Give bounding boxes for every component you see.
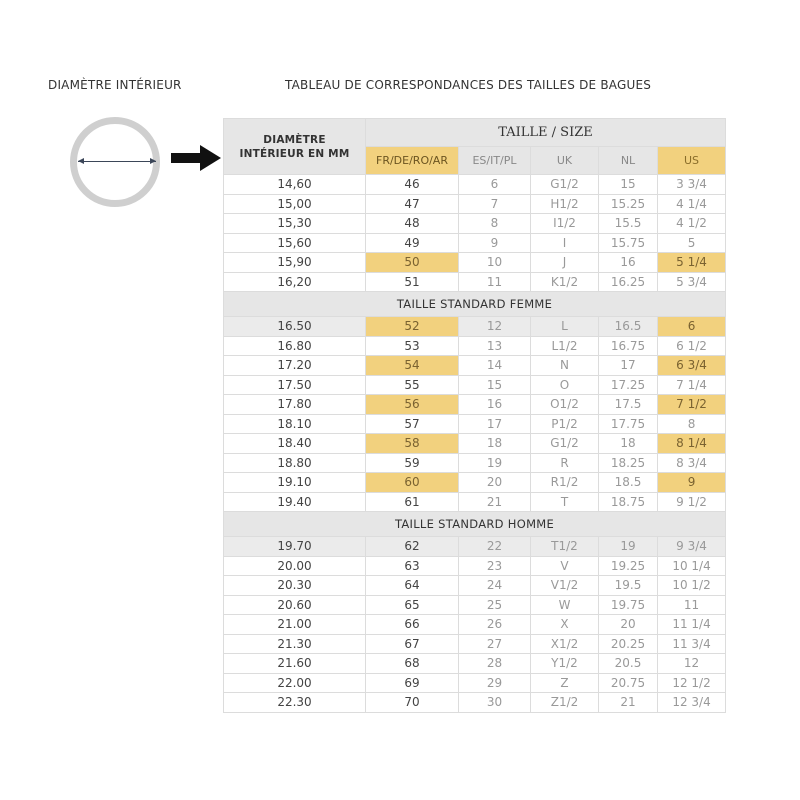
fr-size-cell: 46 xyxy=(366,175,459,195)
diameter-cell: 21.60 xyxy=(224,654,366,674)
fr-size-cell: 48 xyxy=(366,214,459,234)
nl-size-cell: 20.75 xyxy=(599,673,658,693)
es-size-cell: 11 xyxy=(459,272,531,292)
diameter-cell: 20.60 xyxy=(224,595,366,615)
nl-size-cell: 19.5 xyxy=(599,576,658,596)
nl-size-cell: 20.25 xyxy=(599,634,658,654)
us-size-cell: 12 1/2 xyxy=(658,673,726,693)
size-group-header: TAILLE / SIZE xyxy=(366,119,726,147)
us-size-cell: 4 1/2 xyxy=(658,214,726,234)
diameter-cell: 19.70 xyxy=(224,537,366,557)
uk-size-cell: O1/2 xyxy=(531,395,599,415)
us-size-cell: 7 1/2 xyxy=(658,395,726,415)
us-size-cell: 11 xyxy=(658,595,726,615)
section-header-row xyxy=(224,292,726,317)
es-size-cell: 29 xyxy=(459,673,531,693)
uk-size-cell: L xyxy=(531,317,599,337)
us-size-cell: 9 xyxy=(658,473,726,493)
nl-size-cell: 20.5 xyxy=(599,654,658,674)
diameter-cell: 17.50 xyxy=(224,375,366,395)
nl-size-cell: 21 xyxy=(599,693,658,713)
diameter-cell: 18.80 xyxy=(224,453,366,473)
column-header-uk: UK xyxy=(531,147,599,175)
table-row xyxy=(224,253,726,273)
nl-size-cell: 20 xyxy=(599,615,658,635)
uk-size-cell: R xyxy=(531,453,599,473)
column-header-fr: FR/DE/RO/AR xyxy=(366,147,459,175)
column-header-es: ES/IT/PL xyxy=(459,147,531,175)
diameter-cell: 16.80 xyxy=(224,336,366,356)
fr-size-cell: 58 xyxy=(366,434,459,454)
us-size-cell: 6 3/4 xyxy=(658,356,726,376)
us-size-cell: 5 3/4 xyxy=(658,272,726,292)
fr-size-cell: 63 xyxy=(366,556,459,576)
fr-size-cell: 61 xyxy=(366,492,459,512)
diameter-column-header xyxy=(224,119,366,175)
nl-size-cell: 18 xyxy=(599,434,658,454)
es-size-cell: 15 xyxy=(459,375,531,395)
es-size-cell: 20 xyxy=(459,473,531,493)
section-header-row xyxy=(224,512,726,537)
us-size-cell: 10 1/2 xyxy=(658,576,726,596)
diameter-cell: 21.30 xyxy=(224,634,366,654)
fr-size-cell: 67 xyxy=(366,634,459,654)
es-size-cell: 30 xyxy=(459,693,531,713)
es-size-cell: 28 xyxy=(459,654,531,674)
fr-size-cell: 55 xyxy=(366,375,459,395)
diameter-cell: 21.00 xyxy=(224,615,366,635)
diameter-cell: 15,00 xyxy=(224,194,366,214)
uk-size-cell: X xyxy=(531,615,599,635)
es-size-cell: 19 xyxy=(459,453,531,473)
uk-size-cell: N xyxy=(531,356,599,376)
es-size-cell: 16 xyxy=(459,395,531,415)
uk-size-cell: Z xyxy=(531,673,599,693)
es-size-cell: 21 xyxy=(459,492,531,512)
es-size-cell: 9 xyxy=(459,233,531,253)
uk-size-cell: Z1/2 xyxy=(531,693,599,713)
es-size-cell: 14 xyxy=(459,356,531,376)
nl-size-cell: 15.5 xyxy=(599,214,658,234)
us-size-cell: 10 1/4 xyxy=(658,556,726,576)
nl-size-cell: 19 xyxy=(599,537,658,557)
diameter-cell: 16,20 xyxy=(224,272,366,292)
nl-size-cell: 19.75 xyxy=(599,595,658,615)
uk-size-cell: P1/2 xyxy=(531,414,599,434)
es-size-cell: 26 xyxy=(459,615,531,635)
fr-size-cell: 60 xyxy=(366,473,459,493)
us-size-cell: 9 1/2 xyxy=(658,492,726,512)
uk-size-cell: L1/2 xyxy=(531,336,599,356)
es-size-cell: 7 xyxy=(459,194,531,214)
uk-size-cell: V xyxy=(531,556,599,576)
es-size-cell: 18 xyxy=(459,434,531,454)
us-size-cell: 3 3/4 xyxy=(658,175,726,195)
fr-size-cell: 65 xyxy=(366,595,459,615)
es-size-cell: 23 xyxy=(459,556,531,576)
diameter-header-line2: INTÉRIEUR EN MM xyxy=(239,147,350,160)
table-row xyxy=(224,634,726,654)
us-size-cell: 6 1/2 xyxy=(658,336,726,356)
diameter-cell: 20.30 xyxy=(224,576,366,596)
uk-size-cell: G1/2 xyxy=(531,434,599,454)
uk-size-cell: V1/2 xyxy=(531,576,599,596)
fr-size-cell: 53 xyxy=(366,336,459,356)
nl-size-cell: 17.25 xyxy=(599,375,658,395)
table-row xyxy=(224,693,726,713)
us-size-cell: 9 3/4 xyxy=(658,537,726,557)
section-title: TAILLE STANDARD FEMME xyxy=(224,292,726,317)
fr-size-cell: 56 xyxy=(366,395,459,415)
diameter-arrow-icon xyxy=(78,161,156,162)
table-row xyxy=(224,356,726,376)
fr-size-cell: 57 xyxy=(366,414,459,434)
es-size-cell: 25 xyxy=(459,595,531,615)
diameter-cell: 18.40 xyxy=(224,434,366,454)
uk-size-cell: Y1/2 xyxy=(531,654,599,674)
es-size-cell: 27 xyxy=(459,634,531,654)
fr-size-cell: 64 xyxy=(366,576,459,596)
nl-size-cell: 18.25 xyxy=(599,453,658,473)
table-row xyxy=(224,414,726,434)
table-row xyxy=(224,654,726,674)
diameter-cell: 17.20 xyxy=(224,356,366,376)
diameter-cell: 19.10 xyxy=(224,473,366,493)
table-row xyxy=(224,673,726,693)
uk-size-cell: T xyxy=(531,492,599,512)
table-row xyxy=(224,272,726,292)
uk-size-cell: I xyxy=(531,233,599,253)
nl-size-cell: 16.5 xyxy=(599,317,658,337)
nl-size-cell: 15.75 xyxy=(599,233,658,253)
es-size-cell: 24 xyxy=(459,576,531,596)
uk-size-cell: X1/2 xyxy=(531,634,599,654)
uk-size-cell: O xyxy=(531,375,599,395)
table-row xyxy=(224,453,726,473)
diameter-cell: 15,60 xyxy=(224,233,366,253)
diameter-cell: 22.30 xyxy=(224,693,366,713)
us-size-cell: 11 1/4 xyxy=(658,615,726,635)
es-size-cell: 22 xyxy=(459,537,531,557)
es-size-cell: 10 xyxy=(459,253,531,273)
us-size-cell: 8 1/4 xyxy=(658,434,726,454)
diameter-cell: 15,30 xyxy=(224,214,366,234)
table-row xyxy=(224,317,726,337)
table-row xyxy=(224,537,726,557)
us-size-cell: 5 1/4 xyxy=(658,253,726,273)
table-row xyxy=(224,214,726,234)
ring-size-table xyxy=(223,118,726,713)
diameter-label: DIAMÈTRE INTÉRIEUR xyxy=(48,78,182,92)
us-size-cell: 12 3/4 xyxy=(658,693,726,713)
fr-size-cell: 49 xyxy=(366,233,459,253)
fr-size-cell: 69 xyxy=(366,673,459,693)
diameter-cell: 19.40 xyxy=(224,492,366,512)
nl-size-cell: 16 xyxy=(599,253,658,273)
diameter-cell: 18.10 xyxy=(224,414,366,434)
table-row xyxy=(224,233,726,253)
us-size-cell: 4 1/4 xyxy=(658,194,726,214)
table-row xyxy=(224,556,726,576)
table-row xyxy=(224,576,726,596)
section-title: TAILLE STANDARD HOMME xyxy=(224,512,726,537)
fr-size-cell: 70 xyxy=(366,693,459,713)
column-header-nl: NL xyxy=(599,147,658,175)
table-row xyxy=(224,336,726,356)
fr-size-cell: 51 xyxy=(366,272,459,292)
table-row xyxy=(224,194,726,214)
table-row xyxy=(224,473,726,493)
us-size-cell: 8 3/4 xyxy=(658,453,726,473)
nl-size-cell: 17.5 xyxy=(599,395,658,415)
uk-size-cell: W xyxy=(531,595,599,615)
table-row xyxy=(224,595,726,615)
us-size-cell: 12 xyxy=(658,654,726,674)
nl-size-cell: 17 xyxy=(599,356,658,376)
diameter-cell: 20.00 xyxy=(224,556,366,576)
nl-size-cell: 15.25 xyxy=(599,194,658,214)
us-size-cell: 6 xyxy=(658,317,726,337)
table-row xyxy=(224,434,726,454)
us-size-cell: 11 3/4 xyxy=(658,634,726,654)
uk-size-cell: I1/2 xyxy=(531,214,599,234)
es-size-cell: 12 xyxy=(459,317,531,337)
fr-size-cell: 54 xyxy=(366,356,459,376)
column-header-us: US xyxy=(658,147,726,175)
nl-size-cell: 16.25 xyxy=(599,272,658,292)
fr-size-cell: 52 xyxy=(366,317,459,337)
diameter-cell: 14,60 xyxy=(224,175,366,195)
fr-size-cell: 68 xyxy=(366,654,459,674)
fr-size-cell: 62 xyxy=(366,537,459,557)
page-title: TABLEAU DE CORRESPONDANCES DES TAILLES DE BAGUES xyxy=(285,78,652,92)
table-row xyxy=(224,375,726,395)
diameter-header-line1: DIAMÈTRE xyxy=(263,133,326,146)
uk-size-cell: K1/2 xyxy=(531,272,599,292)
us-size-cell: 8 xyxy=(658,414,726,434)
nl-size-cell: 18.5 xyxy=(599,473,658,493)
us-size-cell: 7 1/4 xyxy=(658,375,726,395)
nl-size-cell: 19.25 xyxy=(599,556,658,576)
nl-size-cell: 15 xyxy=(599,175,658,195)
es-size-cell: 8 xyxy=(459,214,531,234)
right-arrow-icon xyxy=(171,145,221,171)
fr-size-cell: 47 xyxy=(366,194,459,214)
diameter-cell: 15,90 xyxy=(224,253,366,273)
table-row xyxy=(224,395,726,415)
nl-size-cell: 16.75 xyxy=(599,336,658,356)
table-row xyxy=(224,175,726,195)
es-size-cell: 6 xyxy=(459,175,531,195)
es-size-cell: 13 xyxy=(459,336,531,356)
uk-size-cell: H1/2 xyxy=(531,194,599,214)
us-size-cell: 5 xyxy=(658,233,726,253)
uk-size-cell: R1/2 xyxy=(531,473,599,493)
uk-size-cell: J xyxy=(531,253,599,273)
uk-size-cell: T1/2 xyxy=(531,537,599,557)
table-row xyxy=(224,492,726,512)
nl-size-cell: 17.75 xyxy=(599,414,658,434)
diameter-cell: 17.80 xyxy=(224,395,366,415)
fr-size-cell: 66 xyxy=(366,615,459,635)
uk-size-cell: G1/2 xyxy=(531,175,599,195)
nl-size-cell: 18.75 xyxy=(599,492,658,512)
fr-size-cell: 59 xyxy=(366,453,459,473)
fr-size-cell: 50 xyxy=(366,253,459,273)
diameter-cell: 22.00 xyxy=(224,673,366,693)
diameter-cell: 16.50 xyxy=(224,317,366,337)
es-size-cell: 17 xyxy=(459,414,531,434)
table-row xyxy=(224,615,726,635)
